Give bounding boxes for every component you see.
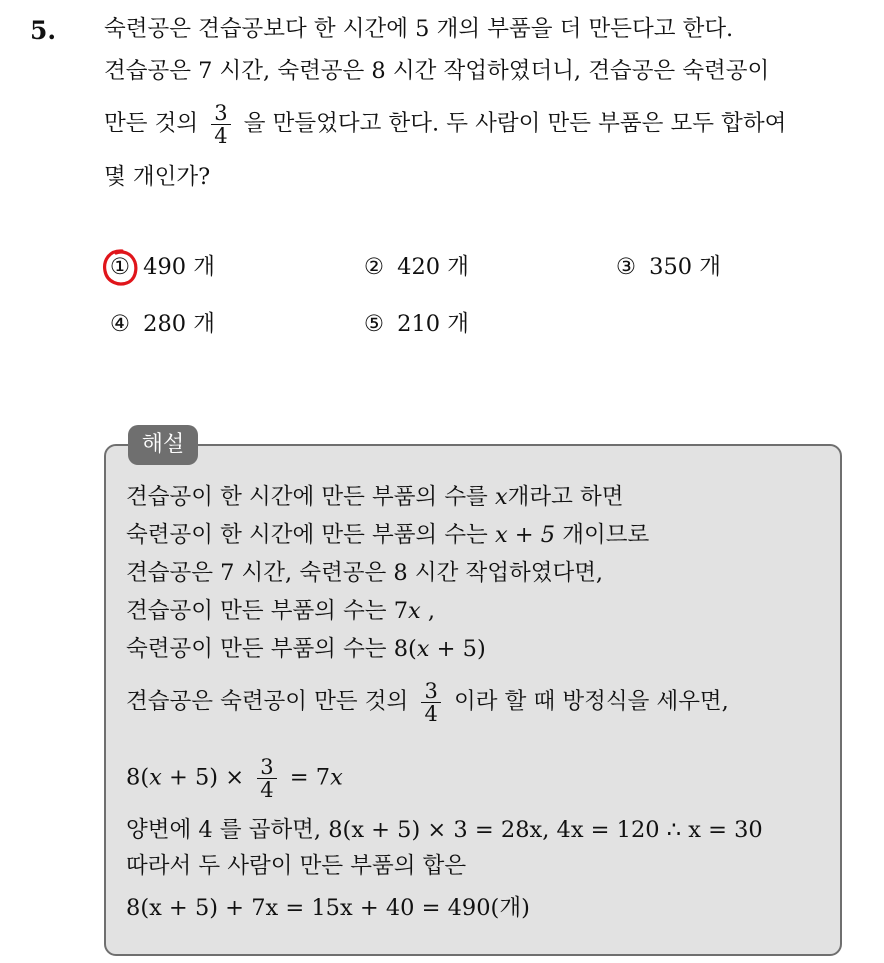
- choice-4-mark: ④: [109, 311, 131, 337]
- fraction-numerator: 3: [421, 680, 440, 703]
- solution-line-5-a: 숙련공이 만든 부품의 수는 8(: [126, 636, 417, 662]
- question-line-4: 몇 개인가?: [104, 164, 211, 190]
- variable-x: x: [149, 764, 162, 791]
- fraction-numerator: 3: [257, 756, 276, 779]
- expression-x-plus-5: x + 5: [494, 522, 556, 548]
- solution-line-1-b: 개라고 하면: [507, 484, 624, 510]
- variable-x: x: [408, 598, 421, 624]
- choice-2-mark: ②: [363, 254, 385, 280]
- choice-2-text: 420 개: [397, 254, 469, 280]
- fraction-denominator: 4: [260, 778, 274, 802]
- solution-line-4: [126, 596, 435, 626]
- solution-fraction-2: [257, 756, 276, 801]
- solution-equation: [126, 756, 343, 801]
- solution-line-1-a: 견습공이 한 시간에 만든 부품의 수를: [126, 484, 488, 510]
- question-fraction: [211, 102, 230, 147]
- solution-line-10: 8(x + 5) + 7x = 15x + 40 = 490(개): [126, 895, 530, 921]
- solution-line-4-a: 견습공이 만든 부품의 수는 7: [126, 598, 409, 624]
- solution-fraction-1: [421, 680, 440, 725]
- question-line-3-after: 을 만들었다고 한다. 두 사람이 만든 부품은 모두 합하여: [243, 110, 787, 137]
- fraction-denominator: 4: [214, 124, 228, 148]
- solution-line-6: [126, 680, 729, 725]
- question-line-2: 견습공은 7 시간, 숙련공은 8 시간 작업하였더니, 견습공은 숙련공이: [104, 58, 770, 84]
- variable-x: x: [330, 764, 343, 791]
- equation-a: 8(: [126, 764, 150, 791]
- choice-2[interactable]: [358, 252, 469, 282]
- solution-tag: 해설: [128, 425, 198, 465]
- answer-circle-mark: [101, 248, 139, 288]
- solution-line-5-b: + 5): [429, 636, 486, 662]
- choice-3-text: 350 개: [649, 254, 721, 280]
- variable-x: x: [416, 636, 430, 662]
- solution-line-5: [126, 634, 486, 664]
- solution-line-6-b: 이라 할 때 방정식을 세우면,: [453, 688, 729, 715]
- solution-line-2-a: 숙련공이 한 시간에 만든 부품의 수는: [126, 522, 488, 548]
- solution-line-1: [126, 482, 623, 512]
- solution-line-9: 따라서 두 사람이 만든 부품의 합은: [126, 853, 467, 879]
- choice-5-text: 210 개: [397, 311, 469, 337]
- fraction-denominator: 4: [424, 702, 438, 726]
- question-line-1: 숙련공은 견습공보다 한 시간에 5 개의 부품을 더 만든다고 한다.: [104, 16, 734, 42]
- solution-line-2-b: 개이므로: [562, 522, 650, 548]
- solution-line-4-b: ,: [420, 598, 436, 624]
- solution-line-8: 양변에 4 를 곱하면, 8(x + 5) × 3 = 28x, 4x = 120 ∴ x = 30: [126, 817, 763, 843]
- choice-5-mark: ⑤: [363, 311, 385, 337]
- choice-1-mark: ①: [109, 254, 131, 280]
- equation-b: + 5) ×: [161, 764, 245, 791]
- equation-c: = 7: [289, 764, 331, 791]
- choice-4-text: 280 개: [143, 311, 215, 337]
- choice-3-mark: ③: [615, 254, 637, 280]
- variable-x: x: [494, 484, 508, 510]
- solution-line-6-a: 견습공은 숙련공이 만든 것의: [126, 688, 409, 715]
- question-line-3: [104, 102, 786, 147]
- solution-line-3: 견습공은 7 시간, 숙련공은 8 시간 작업하였다면,: [126, 560, 604, 586]
- choice-5[interactable]: [358, 309, 469, 339]
- choice-3[interactable]: [610, 252, 721, 282]
- choice-4[interactable]: [104, 309, 215, 339]
- choice-1-text: 490 개: [143, 254, 215, 280]
- solution-line-2: [126, 520, 649, 550]
- question-line-3-before: 만든 것의: [104, 110, 199, 137]
- fraction-numerator: 3: [211, 102, 230, 125]
- question-number: 5.: [30, 16, 57, 45]
